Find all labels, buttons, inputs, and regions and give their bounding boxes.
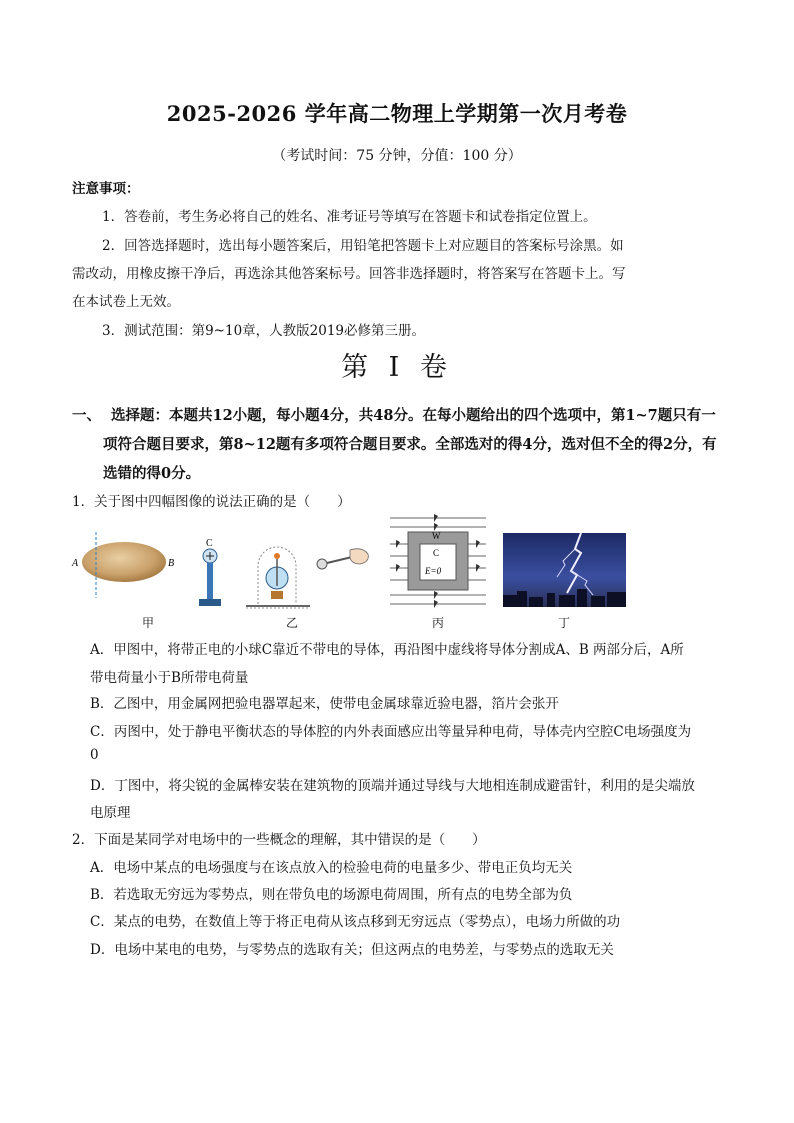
fig-label-yi: 乙 <box>285 616 298 630</box>
conductor-ellipse <box>82 542 166 582</box>
q1-option-c-line2: 0 <box>90 747 99 763</box>
fig-label-ding: 丁 <box>557 616 570 630</box>
label-w: W <box>432 531 441 541</box>
q1-stem: 1．关于图中四幅图像的说法正确的是（ ） <box>72 494 351 510</box>
section1-line3: 选错的得0分。 <box>103 465 201 482</box>
charged-metal-ball <box>317 559 327 569</box>
q2-option-a: A．电场中某点的电场强度与在该点放入的检验电荷的电量多少、带电正负均无关 <box>90 860 573 876</box>
label-b: B <box>168 558 175 569</box>
q2-option-d: D．电场中某电的电势，与零势点的选取有关；但这两点的电势差，与零势点的选取无关 <box>90 942 614 958</box>
label-cavity-c: C <box>433 548 440 558</box>
hand <box>350 549 368 564</box>
figure-bing <box>388 514 488 608</box>
fig-label-bing: 丙 <box>431 616 444 630</box>
figure-yi <box>186 536 376 612</box>
q1-option-b: B．乙图中，用金属网把验电器罩起来，使带电金属球靠近验电器，箔片会张开 <box>90 696 559 712</box>
fig-label-jia: 甲 <box>141 616 154 630</box>
notice-item-2-line1: 2．回答选择题时，选出每小题答案后，用铅笔把答题卡上对应题目的答案标号涂黑。如 <box>102 238 624 254</box>
figure-jia <box>68 528 180 610</box>
section1-number: 一、 <box>72 407 101 424</box>
notice-item-1: 1．答卷前，考生务必将自己的姓名、准考证号等填写在答题卡和试卷指定位置上。 <box>102 209 597 225</box>
label-a: A <box>72 558 79 569</box>
section1-line2: 项符合题目要求，第8~12题有多项符合题目要求。全部选对的得4分，选对但不全的得2分，有 <box>103 436 717 453</box>
volume-title: 第 I 卷 <box>341 352 453 383</box>
q1-option-a-line2: 带电荷量小于B所带电荷量 <box>90 670 249 686</box>
section1-line1: 选择题：本题共12小题，每小题4分，共48分。在每小题给出的四个选项中，第1~7题只有一 <box>111 407 716 424</box>
q2-option-c: C．某点的电势，在数值上等于将正电荷从该点移到无穷远点（零势点），电场力所做的功 <box>90 914 621 930</box>
q1-option-d-line2: 电原理 <box>90 805 131 821</box>
q2-option-b: B．若选取无穷远为零势点，则在带负电的场源电荷周围，所有点的电势全部为负 <box>90 887 573 903</box>
figure-ding <box>503 533 626 607</box>
q2-stem: 2．下面是某同学对电场中的一些概念的理解，其中错误的是（ ） <box>72 832 486 848</box>
notice-item-2-line2: 需改动，用橡皮擦干净后，再选涂其他答案标号。回答非选择题时，将答案写在答题卡上。写 <box>72 266 626 282</box>
notice-item-3: 3．测试范围：第9~10章，人教版2019必修第三册。 <box>102 323 426 339</box>
label-e-zero: E=0 <box>425 566 442 576</box>
q1-option-a-line1: A．甲图中，将带正电的小球C靠近不带电的导体，再沿图中虚线将导体分割成A、B 两部分后，A所 <box>90 642 684 658</box>
exam-subtitle: （考试时间：75 分钟，分值：100 分） <box>272 148 522 164</box>
q1-option-d-line1: D．丁图中，将尖锐的金属棒安装在建筑物的顶端并通过导线与大地相连制成避雷针，利用的是尖端放 <box>90 778 695 794</box>
notice-item-2-line3: 在本试卷上无效。 <box>72 294 180 310</box>
q1-option-c-line1: C．丙图中，处于静电平衡状态的导体腔的内外表面感应出等量异种电荷，导体壳内空腔C电场强度为 <box>90 724 692 740</box>
label-c: C <box>206 538 213 549</box>
insulating-stand <box>207 563 213 599</box>
notice-heading: 注意事项： <box>72 181 140 197</box>
exam-title: 2025-2026 学年高二物理上学期第一次月考卷 <box>166 101 628 126</box>
